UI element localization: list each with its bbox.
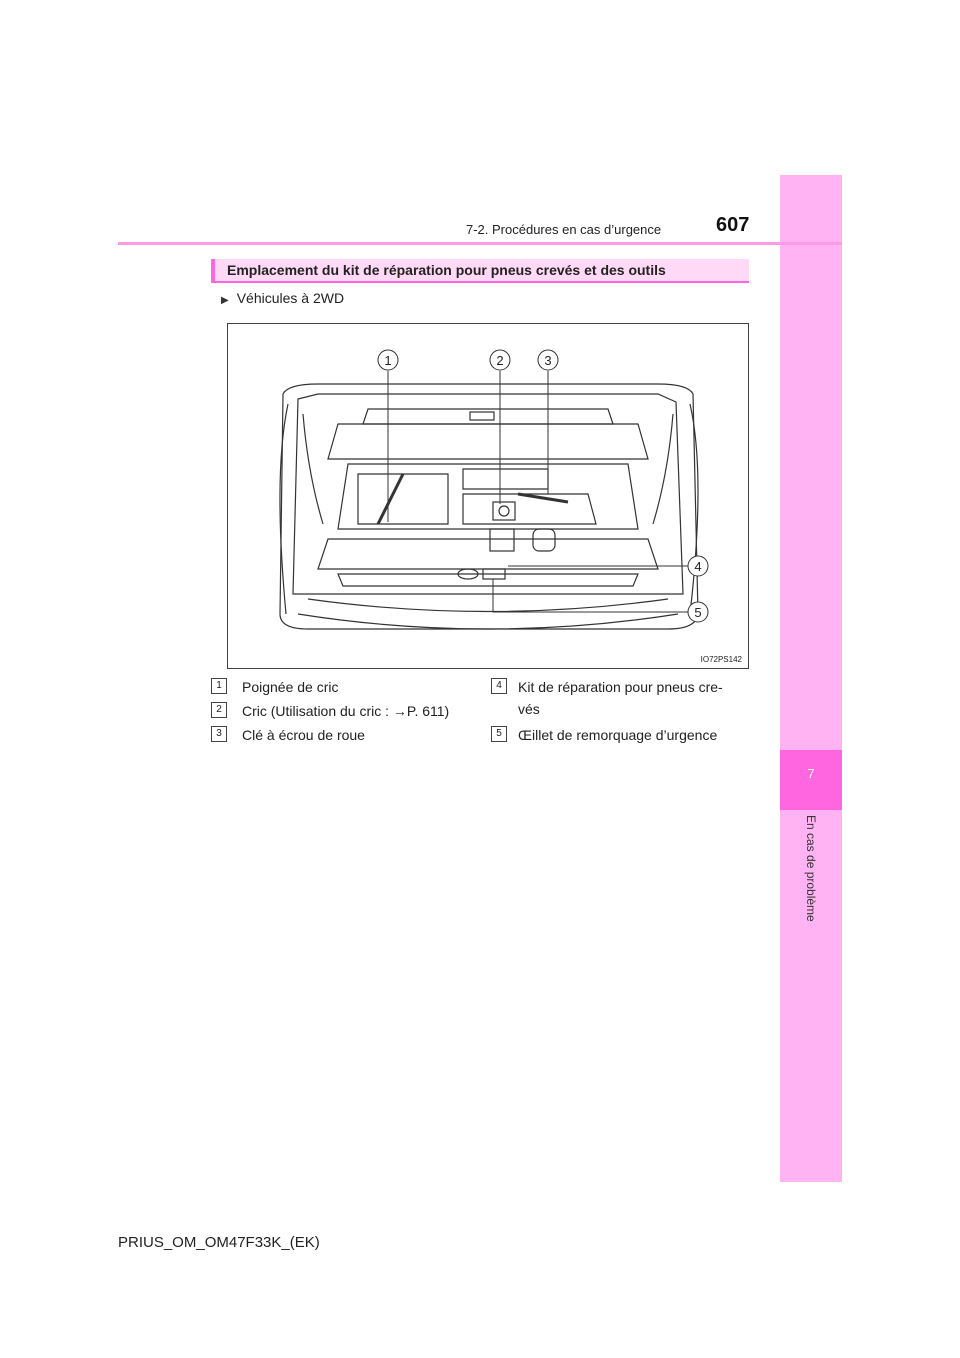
legend-item-3: Clé à écrou de roue bbox=[242, 727, 365, 743]
legend-number-1: 1 bbox=[211, 678, 227, 694]
legend-item-1: Poignée de cric bbox=[242, 679, 339, 695]
callout-5: 5 bbox=[694, 605, 702, 620]
section-heading-text: Emplacement du kit de réparation pour pneus crevés et des outils bbox=[227, 262, 666, 278]
trunk-drawing bbox=[228, 324, 748, 668]
legend-item-4: Kit de réparation pour pneus cre- bbox=[518, 679, 723, 695]
triangle-bullet-icon: ▶ bbox=[221, 295, 229, 306]
legend-item-2: Cric (Utilisation du cric : →P. 611) bbox=[242, 703, 450, 719]
page-number: 607 bbox=[716, 214, 750, 236]
legend-number-4: 4 bbox=[491, 678, 507, 694]
chapter-title: En cas de problème bbox=[804, 815, 818, 922]
section-heading bbox=[211, 259, 749, 283]
variant-text: Véhicules à 2WD bbox=[236, 290, 345, 306]
callout-1: 1 bbox=[384, 353, 392, 368]
section-title: 7-2. Procédures en cas d’urgence bbox=[466, 222, 662, 237]
legend-number-3: 3 bbox=[211, 726, 227, 742]
legend-item-4-cont: vés bbox=[518, 701, 540, 717]
chapter-number: 7 bbox=[807, 766, 815, 781]
callout-4: 4 bbox=[694, 559, 702, 574]
legend-number-5: 5 bbox=[491, 726, 507, 742]
callout-3: 3 bbox=[544, 353, 552, 368]
callout-2: 2 bbox=[496, 353, 504, 368]
chapter-side-tab bbox=[780, 175, 842, 1182]
trunk-illustration bbox=[227, 323, 749, 669]
legend-number-2: 2 bbox=[211, 702, 227, 718]
document-footer: PRIUS_OM_OM47F33K_(EK) bbox=[118, 1234, 320, 1251]
variant-label bbox=[221, 290, 344, 306]
legend-item-5: Œillet de remorquage d’urgence bbox=[518, 727, 718, 743]
figure-code: IO72PS142 bbox=[700, 655, 742, 664]
header-divider bbox=[118, 242, 842, 245]
